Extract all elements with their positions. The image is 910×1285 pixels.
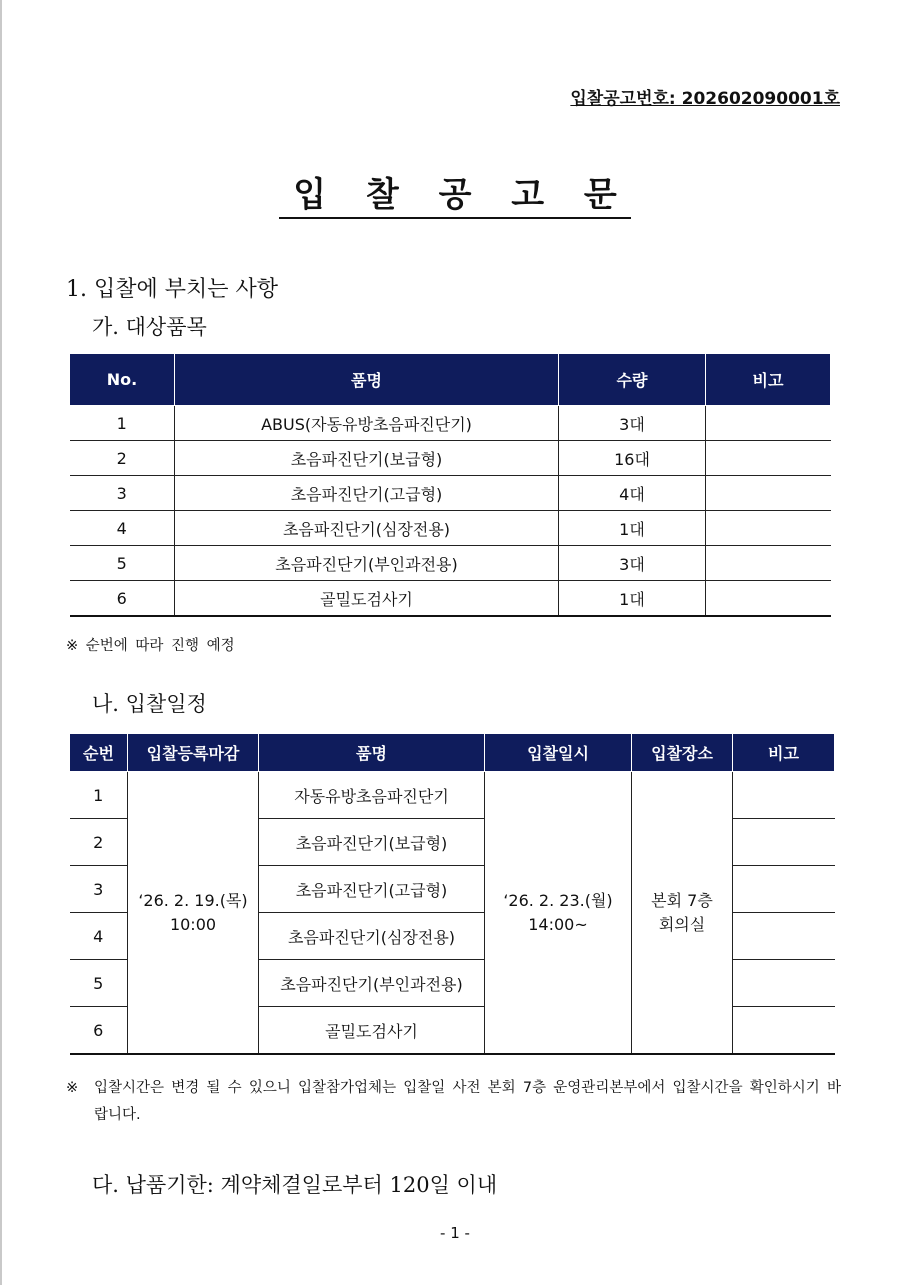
table-row (70, 406, 831, 441)
cell-item: 초음파진단기(심장전용) (259, 913, 485, 960)
bid-time: 14:00~ (528, 914, 588, 934)
bid-place-line1: 본회 7층 (651, 890, 713, 910)
cell-item: 초음파진단기(보급형) (175, 441, 559, 476)
deadline-date: ‘26. 2. 19.(목) (138, 890, 248, 910)
cell-item: 초음파진단기(부인과전용) (259, 960, 485, 1007)
cell-item: 초음파진단기(부인과전용) (175, 546, 559, 581)
cell-qty: 3대 (559, 546, 706, 581)
schedule-table-header (70, 734, 835, 772)
cell-item: 초음파진단기(심장전용) (175, 511, 559, 546)
document-title: 입 찰 공 고 문 (279, 175, 631, 219)
cell-note (706, 581, 831, 617)
cell-item: 골밀도검사기 (175, 581, 559, 617)
cell-qty: 3대 (559, 406, 706, 441)
cell-item: 골밀도검사기 (259, 1007, 485, 1055)
col-header-no: No. (70, 354, 175, 406)
cell-note (733, 1007, 835, 1055)
deadline-cell (128, 772, 259, 1055)
section-1-heading: 1. 입찰에 부치는 사항 (66, 277, 278, 302)
cell-note (706, 441, 831, 476)
cell-order: 1 (70, 772, 128, 819)
cell-order: 2 (70, 819, 128, 866)
col-header-note: 비고 (733, 734, 835, 772)
bid-date: ‘26. 2. 23.(월) (503, 890, 613, 910)
table-row (70, 581, 831, 617)
cell-qty: 1대 (559, 511, 706, 546)
note-mark: ※ (66, 1080, 79, 1096)
col-header-bid-place: 입찰장소 (632, 734, 733, 772)
cell-item: 초음파진단기(고급형) (259, 866, 485, 913)
cell-item: 초음파진단기(보급형) (259, 819, 485, 866)
table-row (70, 772, 835, 819)
col-header-bid-datetime: 입찰일시 (485, 734, 632, 772)
cell-order: 6 (70, 1007, 128, 1055)
cell-note (733, 772, 835, 819)
cell-order: 5 (70, 960, 128, 1007)
cell-order: 4 (70, 913, 128, 960)
bid-time-note (66, 1075, 841, 1129)
cell-item: ABUS(자동유방초음파진단기) (175, 406, 559, 441)
cell-note (706, 546, 831, 581)
items-table-header (70, 354, 831, 406)
col-header-item: 품명 (175, 354, 559, 406)
cell-no: 1 (70, 406, 175, 441)
page-number: - 1 - (440, 1224, 470, 1242)
items-table (69, 353, 831, 617)
cell-note (733, 819, 835, 866)
cell-no: 2 (70, 441, 175, 476)
subsection-na-heading: 나. 입찰일정 (92, 692, 207, 716)
order-note: ※ 순번에 따라 진행 예정 (66, 638, 235, 654)
cell-note (733, 913, 835, 960)
col-header-item: 품명 (259, 734, 485, 772)
cell-note (733, 866, 835, 913)
col-header-qty: 수량 (559, 354, 706, 406)
cell-note (733, 960, 835, 1007)
bid-place-cell (632, 772, 733, 1055)
deadline-time: 10:00 (169, 914, 217, 934)
notice-number: 입찰공고번호: 202602090001호 (570, 89, 840, 109)
document-title-wrapper (0, 167, 910, 216)
cell-item: 초음파진단기(고급형) (175, 476, 559, 511)
cell-note (706, 511, 831, 546)
subsection-da-heading: 다. 납품기한: 계약체결일로부터 120일 이내 (92, 1173, 498, 1197)
cell-order: 3 (70, 866, 128, 913)
subsection-ga-heading: 가. 대상품목 (92, 315, 207, 339)
bid-datetime-cell (485, 772, 632, 1055)
cell-note (706, 406, 831, 441)
bid-time-note-text: 입찰시간은 변경 될 수 있으니 입찰참가업체는 입찰일 사전 본회 7층 운영관리본부에서 입찰시간을 확인하시기 바랍니다. (94, 1080, 841, 1123)
schedule-table (69, 733, 835, 1055)
cell-no: 4 (70, 511, 175, 546)
cell-note (706, 476, 831, 511)
cell-no: 5 (70, 546, 175, 581)
cell-qty: 1대 (559, 581, 706, 617)
cell-item: 자동유방초음파진단기 (259, 772, 485, 819)
cell-no: 6 (70, 581, 175, 617)
table-row (70, 476, 831, 511)
cell-qty: 16대 (559, 441, 706, 476)
table-row (70, 511, 831, 546)
cell-no: 3 (70, 476, 175, 511)
table-row (70, 546, 831, 581)
bid-place-line2: 회의실 (658, 914, 706, 934)
cell-qty: 4대 (559, 476, 706, 511)
col-header-order: 순번 (70, 734, 128, 772)
col-header-note: 비고 (706, 354, 831, 406)
table-row (70, 441, 831, 476)
col-header-deadline: 입찰등록마감 (128, 734, 259, 772)
